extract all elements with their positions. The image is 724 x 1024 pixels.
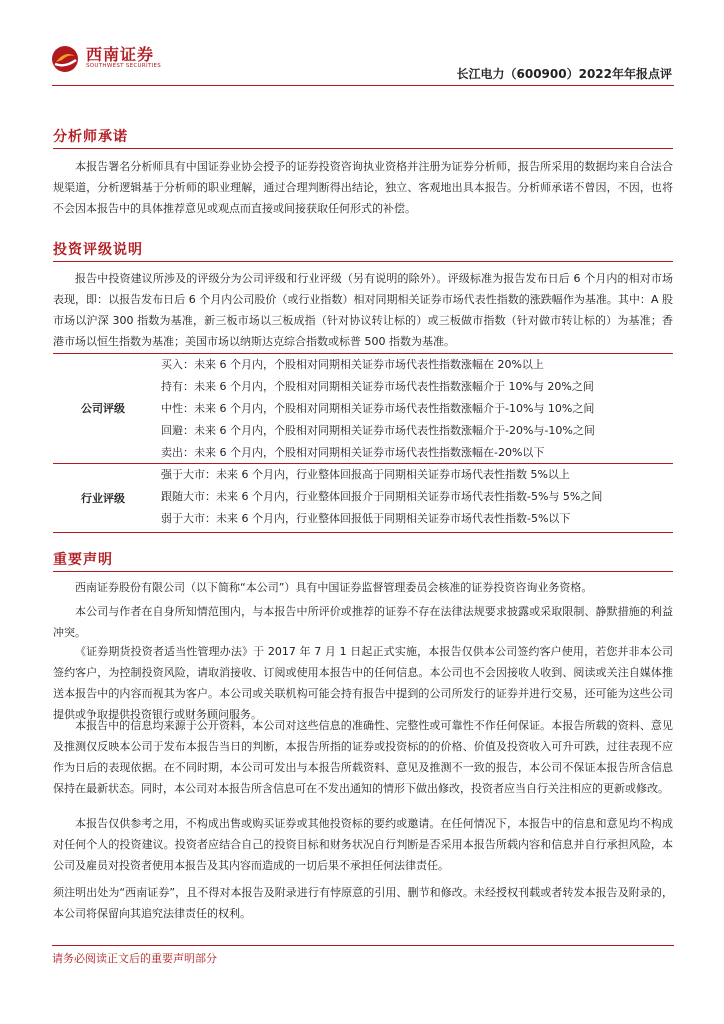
footer-notice: 请务必阅读正文后的重要声明部分 — [52, 952, 217, 965]
disclaimer-paragraph: 西南证券股份有限公司（以下简称“本公司”）具有中国证券监督管理委员会核准的证券投资咨询业务资格。 — [75, 581, 593, 594]
disclaimer-paragraph: 《证券期货投资者适当性管理办法》于 2017 年 7 月 1 日起正式实施，本报告仅供本公司签约客户使用，若您并非本公司签约客户，为控制投资风险，请取消接收、订阅或使用本报告中的任何信息。本公司也不会因接收人收到、阅读或关注自媒体推送本报告中的内容而视其为客户。本公司或关联机构可能会持有报告中提到的公司所发行的证券并进行交易，还可能为这些公司提供或争取提供投资银行或财务顾问服务。 — [53, 645, 673, 721]
analyst-commitment-text: 本报告署名分析师具有中国证券业协会授予的证券投资咨询执业资格并注册为证券分析师，报告所采用的数据均来自合法合规渠道，分析逻辑基于分析师的职业理解，通过合理判断得出结论，独立、客观地出具本报告。分析师承诺不曾因，不因，也将不会因本报告中的具体推荐意见或观点而直接或间接获取任何形式的补偿。 — [53, 160, 673, 215]
report-title: 长江电力（600900）2022年年报点评 — [456, 67, 672, 81]
company-rating-row: 买入：未来 6 个月内，个股相对同期相关证券市场代表性指数涨幅在 20%以上 — [161, 358, 544, 371]
rating-intro-text: 报告中投资建议所涉及的评级分为公司评级和行业评级（另有说明的除外）。评级标准为报告发布日后 6 个月内的相对市场表现，即：以报告发布日后 6 个月内公司股价（或行业指数）相对同期相关证券市场代表性指数的涨跌幅作为基准。其中：A 股市场以沪深 300 指数为基准，新三板市场以三板成指（针对协议转让标的）或三板做市指数（针对做市转让标的）为基准；香港市场以恒生指数为基准；美国市场以纳斯达克综合指数或标普 500 指数为基准。 — [53, 272, 673, 348]
company-rating-group — [53, 353, 673, 464]
company-rating-row: 卖出：未来 6 个月内，个股相对同期相关证券市场代表性指数涨幅在-20%以下 — [161, 446, 545, 459]
disclaimer-paragraph: 本报告中的信息均来源于公开资料，本公司对这些信息的准确性、完整性或可靠性不作任何保证。本报告所载的资料、意见及推测仅反映本公司于发布本报告当日的判断，本报告所指的证券或投资标的的价格、价值及投资收入可升可跌，过往表现不应作为日后的表现依据。在不同时期，本公司可发出与本报告所载资料、意见及推测不一致的报告，本公司不保证本报告所含信息保持在最新状态。同时，本公司对本报告所含信息可在不发出通知的情形下做出修改，投资者应当自行关注相应的更新或修改。 — [53, 719, 673, 795]
industry-rating-row: 弱于大市：未来 6 个月内，行业整体回报低于同期相关证券市场代表性指数-5%以下 — [161, 512, 571, 525]
logo-icon — [50, 44, 80, 74]
rating-section-title: 投资评级说明 — [53, 242, 143, 258]
industry-rating-row: 跟随大市：未来 6 个月内，行业整体回报介于同期相关证券市场代表性指数-5%与 5%之间 — [161, 490, 603, 503]
company-rating-label: 公司评级 — [81, 402, 125, 415]
analyst-section-divider — [53, 148, 673, 149]
industry-rating-label: 行业评级 — [81, 492, 125, 505]
company-rating-row: 回避：未来 6 个月内，个股相对同期相关证券市场代表性指数涨幅介于-20%与-10%之间 — [161, 424, 595, 437]
reprint-notice: 须注明出处为“西南证券”，且不得对本报告及附录进行有悖原意的引用、删节和修改。未经授权刊载或者转发本报告及附录的，本公司将保留向其追究法律责任的权利。 — [53, 886, 673, 920]
header-divider — [52, 85, 674, 86]
disclaimer-paragraph: 本报告仅供参考之用，不构成出售或购买证券或其他投资标的要约或邀请。在任何情况下，本报告中的信息和意见均不构成对任何个人的投资建议。投资者应结合自己的投资目标和财务状况自行判断是否采用本报告所载内容和信息并自行承担风险，本公司及雇员对投资者使用本报告及其内容而造成的一切后果不承担任何法律责任。 — [53, 817, 673, 872]
industry-rating-row: 强于大市：未来 6 个月内，行业整体回报高于同期相关证券市场代表性指数 5%以上 — [161, 468, 570, 481]
disclaimer-paragraph: 本公司与作者在自身所知情范围内，与本报告中所评价或推荐的证券不存在法律法规要求披露或采取限制、静默措施的利益冲突。 — [53, 605, 673, 639]
brand-name-en: SOUTHWEST SECURITIES — [86, 63, 162, 69]
brand-name-cn: 西南证券 — [86, 45, 155, 64]
disclaimer-section-divider — [53, 571, 673, 572]
page-header — [0, 0, 724, 90]
company-rating-row: 中性：未来 6 个月内，个股相对同期相关证券市场代表性指数涨幅介于-10%与 10%之间 — [161, 402, 595, 415]
company-rating-row: 持有：未来 6 个月内，个股相对同期相关证券市场代表性指数涨幅介于 10%与 20%之间 — [161, 380, 594, 393]
footer-divider — [52, 945, 674, 946]
disclaimer-section-title: 重要声明 — [53, 552, 113, 568]
analyst-section-title: 分析师承诺 — [53, 129, 128, 145]
industry-rating-group — [53, 463, 673, 533]
rating-section-divider — [53, 261, 673, 262]
company-logo — [50, 44, 170, 76]
